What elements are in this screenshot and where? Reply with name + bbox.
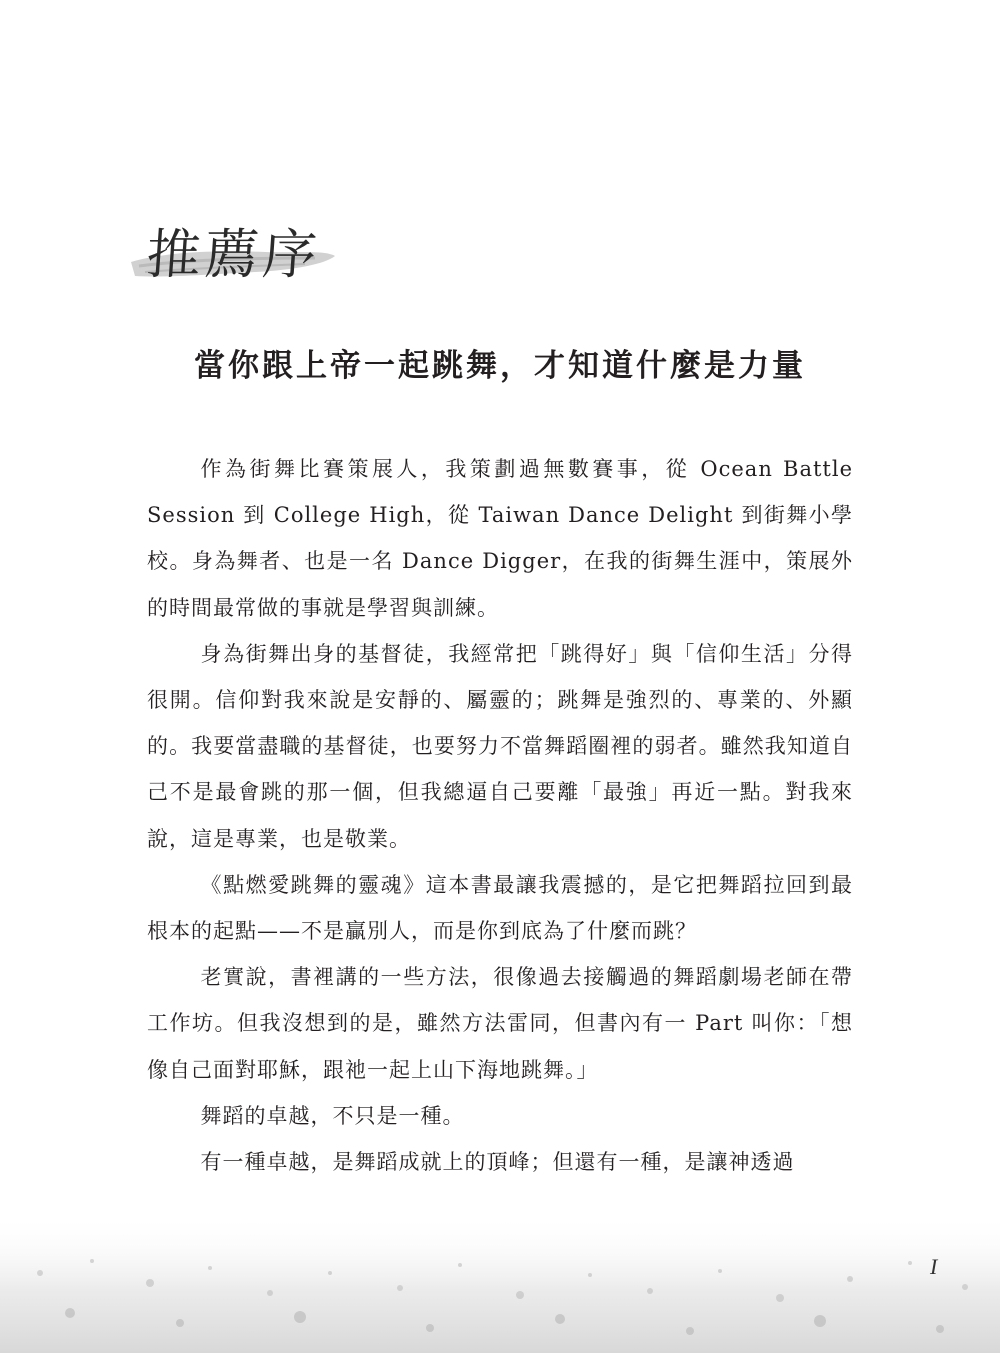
footer-texture: [0, 1213, 1000, 1353]
article-body: [147, 446, 853, 1185]
paragraph: 作為街舞比賽策展人，我策劃過無數賽事，從 Ocean Battle Session 到 College High，從 Taiwan Dance Delight 到街舞小學校。身為舞者、也是一名 Dance Digger，在我的街舞生涯中，策展外的時間最常做的事就是學習與訓練。: [147, 457, 853, 620]
paragraph: 《點燃愛跳舞的靈魂》這本書最讓我震撼的，是它把舞蹈拉回到最根本的起點——不是贏別人，而是你到底為了什麼而跳？: [147, 872, 853, 944]
section-label: 推薦序: [144, 223, 323, 286]
paragraph: 身為街舞出身的基督徒，我經常把「跳得好」與「信仰生活」分得很開。信仰對我來說是安靜的、屬靈的；跳舞是強烈的、專業的、外顯的。我要當盡職的基督徒，也要努力不當舞蹈圈裡的弱者。雖然我知道自己不是最會跳的那一個，但我總逼自己要離「最強」再近一點。對我來說，這是專業，也是敬業。: [147, 641, 853, 851]
article-title: 當你跟上帝一起跳舞，才知道什麼是力量: [194, 348, 806, 384]
paragraph: 舞蹈的卓越，不只是一種。: [200, 1103, 465, 1128]
section-heading: [125, 200, 355, 300]
paragraph: 有一種卓越，是舞蹈成就上的頂峰；但還有一種，是讓神透過: [200, 1150, 795, 1175]
page-number: I: [930, 1254, 938, 1279]
paragraph: 老實說，書裡講的一些方法，很像過去接觸過的舞蹈劇場老師在帶工作坊。但我沒想到的是，雖然方法雷同，但書內有一 Part 叫你：「想像自己面對耶穌，跟祂一起上山下海地跳舞。」: [147, 965, 853, 1082]
